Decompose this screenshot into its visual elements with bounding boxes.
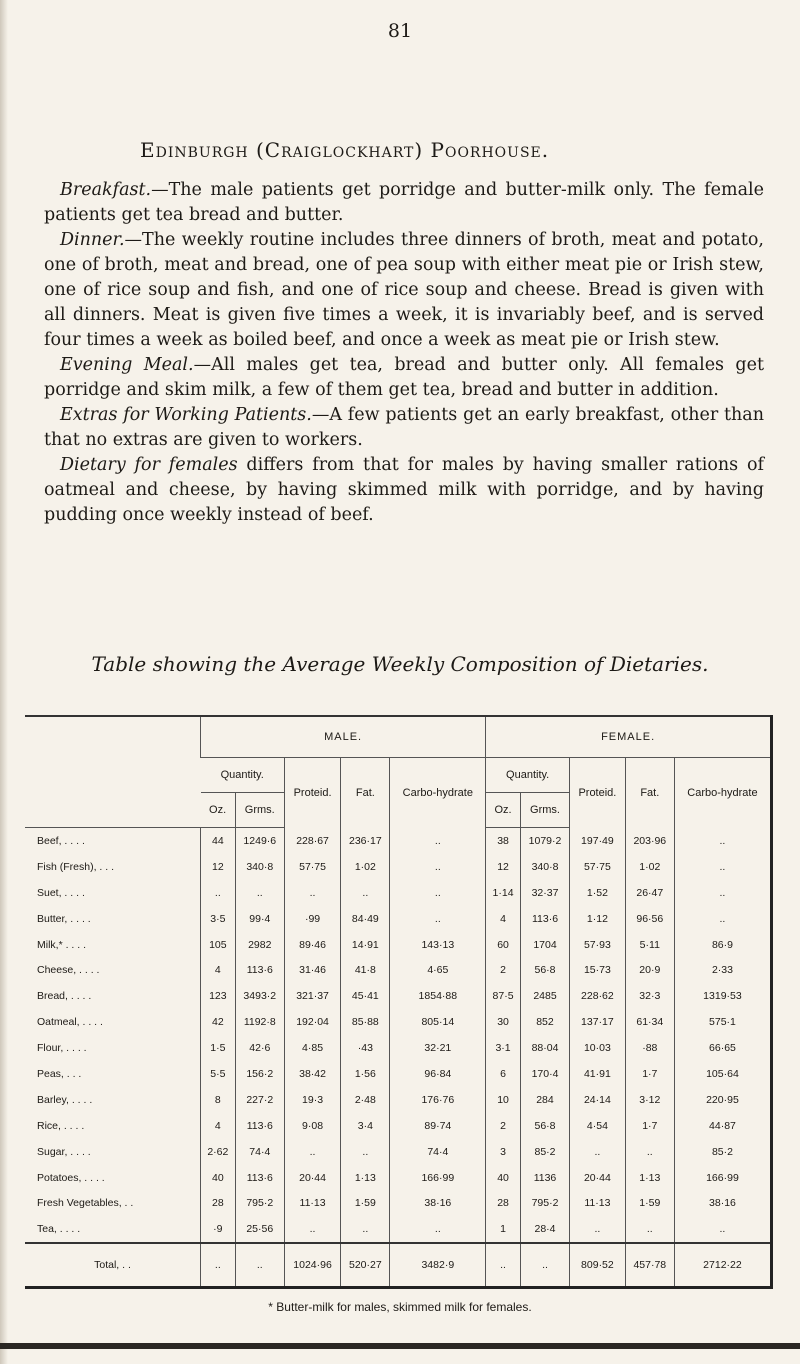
male-oz-cell: .. <box>201 880 236 906</box>
male-proteid-cell: 9·08 <box>284 1113 340 1139</box>
male-oz-cell: 42 <box>201 1009 236 1035</box>
male-grms-cell: 113·6 <box>235 957 284 983</box>
food-name-cell: Suet, . . . . <box>37 886 85 899</box>
female-total-grms-cell: .. <box>520 1243 569 1288</box>
paragraph-dinner <box>44 228 764 353</box>
male-proteid-cell: 89·46 <box>284 932 340 958</box>
male-fat-cell: 1·02 <box>341 854 390 880</box>
female-group-header: FEMALE. <box>486 716 772 758</box>
male-grms-cell: 113·6 <box>235 1165 284 1191</box>
table-row <box>25 957 772 983</box>
female-grms-cell: 56·8 <box>520 1113 569 1139</box>
female-fat-cell: 1·7 <box>625 1061 674 1087</box>
female-total-proteid-cell: 809·52 <box>570 1243 626 1288</box>
female-fat-cell: 3·12 <box>625 1087 674 1113</box>
female-oz-cell: 2 <box>486 1113 521 1139</box>
table-row <box>25 854 772 880</box>
table-row <box>25 828 772 854</box>
male-proteid-cell: .. <box>284 1139 340 1165</box>
dietary-table <box>25 715 773 1289</box>
male-carbohydrate-cell: .. <box>390 880 486 906</box>
female-carbohydrate-cell: .. <box>674 880 771 906</box>
paragraph-lead: Dietary for females <box>60 455 238 475</box>
paragraph-text: —The weekly routine includes three dinners of broth, meat and potato, one of broth, meat and bread, one of pea soup with either meat pie or Irish stew, one of rice soup and fish, and one of rice soup and cheese. Bread is given with all dinners. Meat is given five times a week, it is invariably beef, and is served four times a week as boiled beef, and once a week as meat pie or Irish stew. <box>44 230 764 350</box>
body-text <box>44 178 764 528</box>
male-grms-header: Grms. <box>235 793 284 828</box>
male-carbohydrate-cell: 1854·88 <box>390 983 486 1009</box>
male-fat-cell: 14·91 <box>341 932 390 958</box>
female-quantity-header: Quantity. <box>486 758 570 793</box>
female-oz-cell: 30 <box>486 1009 521 1035</box>
female-oz-cell: 4 <box>486 906 521 932</box>
female-proteid-header: Proteid. <box>570 758 626 828</box>
male-carbohydrate-cell: .. <box>390 828 486 854</box>
table-body <box>25 828 772 1288</box>
female-carbohydrate-cell: 44·87 <box>674 1113 771 1139</box>
food-name-cell: Tea, . . . . <box>37 1223 81 1236</box>
male-proteid-cell: 19·3 <box>284 1087 340 1113</box>
female-proteid-cell: 1·52 <box>570 880 626 906</box>
page-heading: Edinburgh (Craiglockhart) Poorhouse. <box>140 138 550 162</box>
table-row <box>25 1139 772 1165</box>
food-name-cell: Fish (Fresh), . . . <box>37 860 115 873</box>
female-proteid-cell: 11·13 <box>570 1190 626 1216</box>
female-grms-cell: 1079·2 <box>520 828 569 854</box>
food-name-cell: Fresh Vegetables, . . <box>37 1197 134 1210</box>
male-grms-cell: 227·2 <box>235 1087 284 1113</box>
table-footnote: * Butter-milk for males, skimmed milk for females. <box>268 1300 532 1314</box>
female-total-carbohydrate-cell: 2712·22 <box>674 1243 771 1288</box>
female-grms-cell: 284 <box>520 1087 569 1113</box>
female-fat-cell: .. <box>625 1216 674 1243</box>
male-fat-cell: 2·48 <box>341 1087 390 1113</box>
female-carbohydrate-cell: .. <box>674 828 771 854</box>
table-row <box>25 1009 772 1035</box>
male-fat-cell: 45·41 <box>341 983 390 1009</box>
male-proteid-cell: .. <box>284 880 340 906</box>
female-fat-cell: 203·96 <box>625 828 674 854</box>
female-grms-cell: 2485 <box>520 983 569 1009</box>
male-proteid-cell: 11·13 <box>284 1190 340 1216</box>
male-oz-cell: 40 <box>201 1165 236 1191</box>
male-grms-cell: 25·56 <box>235 1216 284 1243</box>
female-grms-cell: 1136 <box>520 1165 569 1191</box>
female-total-oz-cell: .. <box>486 1243 521 1288</box>
paragraph-lead: Breakfast. <box>60 180 152 200</box>
female-carbohydrate-cell: 105·64 <box>674 1061 771 1087</box>
female-proteid-cell: 10·03 <box>570 1035 626 1061</box>
female-grms-cell: 28·4 <box>520 1216 569 1243</box>
female-oz-cell: 10 <box>486 1087 521 1113</box>
female-oz-cell: 1·14 <box>486 880 521 906</box>
male-grms-cell: 74·4 <box>235 1139 284 1165</box>
male-carbohydrate-cell: 166·99 <box>390 1165 486 1191</box>
male-proteid-cell: .. <box>284 1216 340 1243</box>
paragraph-lead: Dinner. <box>60 230 125 250</box>
male-grms-cell: .. <box>235 880 284 906</box>
food-name-cell: Rice, . . . . <box>37 1119 85 1132</box>
female-fat-cell: 32·3 <box>625 983 674 1009</box>
female-carbohydrate-cell: 85·2 <box>674 1139 771 1165</box>
male-grms-cell: 2982 <box>235 932 284 958</box>
male-grms-cell: 3493·2 <box>235 983 284 1009</box>
male-carbohydrate-cell: .. <box>390 1216 486 1243</box>
male-grms-cell: 113·6 <box>235 1113 284 1139</box>
female-grms-header: Grms. <box>520 793 569 828</box>
female-fat-cell: 96·56 <box>625 906 674 932</box>
male-fat-cell: ·43 <box>341 1035 390 1061</box>
female-oz-cell: 60 <box>486 932 521 958</box>
female-proteid-cell: 137·17 <box>570 1009 626 1035</box>
male-oz-header: Oz. <box>201 793 236 828</box>
male-grms-cell: 1192·8 <box>235 1009 284 1035</box>
paragraph-female-dietary <box>44 453 764 528</box>
male-grms-cell: 99·4 <box>235 906 284 932</box>
female-oz-cell: 28 <box>486 1190 521 1216</box>
female-fat-cell: ·88 <box>625 1035 674 1061</box>
male-carbohydrate-cell: 805·14 <box>390 1009 486 1035</box>
paragraph-text: —The male patients get porridge and butter-milk only. The female patients get tea bread and butter. <box>44 180 764 225</box>
male-oz-cell: 28 <box>201 1190 236 1216</box>
female-carbohydrate-cell: 86·9 <box>674 932 771 958</box>
female-fat-header: Fat. <box>625 758 674 828</box>
paragraph-lead: Extras for Working Patients. <box>60 405 312 425</box>
food-name-cell: Potatoes, . . . . <box>37 1171 105 1184</box>
male-proteid-cell: 4·85 <box>284 1035 340 1061</box>
female-carbohydrate-cell: .. <box>674 854 771 880</box>
table-row <box>25 1165 772 1191</box>
male-fat-cell: 1·59 <box>341 1190 390 1216</box>
food-header-cell <box>25 716 201 828</box>
female-proteid-cell: 57·93 <box>570 932 626 958</box>
paragraph-extras <box>44 403 764 453</box>
table-row <box>25 983 772 1009</box>
female-carbohydrate-header: Carbo-hydrate <box>674 758 771 828</box>
female-oz-cell: 1 <box>486 1216 521 1243</box>
male-proteid-header: Proteid. <box>284 758 340 828</box>
male-fat-header: Fat. <box>341 758 390 828</box>
female-grms-cell: 340·8 <box>520 854 569 880</box>
food-name-cell: Sugar, . . . . <box>37 1145 91 1158</box>
female-fat-cell: 5·11 <box>625 932 674 958</box>
female-fat-cell: 1·7 <box>625 1113 674 1139</box>
male-total-carbohydrate-cell: 3482·9 <box>390 1243 486 1288</box>
paragraph-text: —A few patients get an early breakfast, other than that no extras are given to workers. <box>44 405 764 450</box>
female-carbohydrate-cell: .. <box>674 1216 771 1243</box>
female-carbohydrate-cell: 575·1 <box>674 1009 771 1035</box>
female-oz-cell: 87·5 <box>486 983 521 1009</box>
page-gutter-shadow <box>0 0 8 1364</box>
male-oz-cell: ·9 <box>201 1216 236 1243</box>
female-fat-cell: .. <box>625 1139 674 1165</box>
male-grms-cell: 795·2 <box>235 1190 284 1216</box>
female-carbohydrate-cell: 66·65 <box>674 1035 771 1061</box>
male-oz-cell: 2·62 <box>201 1139 236 1165</box>
male-proteid-cell: ·99 <box>284 906 340 932</box>
male-grms-cell: 42·6 <box>235 1035 284 1061</box>
female-grms-cell: 852 <box>520 1009 569 1035</box>
female-carbohydrate-cell: 38·16 <box>674 1190 771 1216</box>
female-fat-cell: 26·47 <box>625 880 674 906</box>
food-name-cell: Oatmeal, . . . . <box>37 1016 103 1029</box>
male-total-proteid-cell: 1024·96 <box>284 1243 340 1288</box>
paragraph-evening-meal <box>44 353 764 403</box>
food-name-cell: Flour, . . . . <box>37 1042 87 1055</box>
male-carbohydrate-cell: 4·65 <box>390 957 486 983</box>
female-fat-cell: 1·59 <box>625 1190 674 1216</box>
female-fat-cell: 1·02 <box>625 854 674 880</box>
female-grms-cell: 170·4 <box>520 1061 569 1087</box>
male-oz-cell: 3·5 <box>201 906 236 932</box>
female-oz-cell: 2 <box>486 957 521 983</box>
female-oz-cell: 40 <box>486 1165 521 1191</box>
male-fat-cell: .. <box>341 1139 390 1165</box>
female-oz-cell: 3·1 <box>486 1035 521 1061</box>
female-proteid-cell: 57·75 <box>570 854 626 880</box>
total-label-cell: Total, . . <box>25 1243 201 1288</box>
male-carbohydrate-cell: 96·84 <box>390 1061 486 1087</box>
male-grms-cell: 156·2 <box>235 1061 284 1087</box>
female-grms-cell: 85·2 <box>520 1139 569 1165</box>
female-proteid-cell: 228·62 <box>570 983 626 1009</box>
female-grms-cell: 795·2 <box>520 1190 569 1216</box>
male-oz-cell: 4 <box>201 1113 236 1139</box>
female-proteid-cell: 15·73 <box>570 957 626 983</box>
male-oz-cell: 5·5 <box>201 1061 236 1087</box>
food-name-cell: Beef, . . . . <box>37 834 85 847</box>
table-row <box>25 906 772 932</box>
male-proteid-cell: 192·04 <box>284 1009 340 1035</box>
female-oz-cell: 12 <box>486 854 521 880</box>
male-carbohydrate-cell: 89·74 <box>390 1113 486 1139</box>
table-row <box>25 932 772 958</box>
total-row <box>25 1243 772 1288</box>
food-name-cell: Milk,* . . . . <box>37 938 87 951</box>
female-proteid-cell: 4·54 <box>570 1113 626 1139</box>
male-oz-cell: 105 <box>201 932 236 958</box>
female-proteid-cell: .. <box>570 1139 626 1165</box>
food-name-cell: Bread, . . . . <box>37 990 92 1003</box>
table-title: Table showing the Average Weekly Composition of Dietaries. <box>91 652 709 676</box>
paragraph-text: —All males get tea, bread and butter only. All females get porridge and skim milk, a few of them get tea, bread and butter in addition. <box>44 355 764 400</box>
male-fat-cell: 41·8 <box>341 957 390 983</box>
male-carbohydrate-cell: 176·76 <box>390 1087 486 1113</box>
female-carbohydrate-cell: 2·33 <box>674 957 771 983</box>
paragraph-text: differs from that for males by having smaller rations of oatmeal and cheese, by having skimmed milk with porridge, and by having pudding once weekly instead of beef. <box>44 455 764 525</box>
table-row <box>25 1035 772 1061</box>
male-oz-cell: 4 <box>201 957 236 983</box>
female-carbohydrate-cell: 166·99 <box>674 1165 771 1191</box>
female-grms-cell: 113·6 <box>520 906 569 932</box>
male-proteid-cell: 38·42 <box>284 1061 340 1087</box>
male-quantity-header: Quantity. <box>201 758 285 793</box>
female-carbohydrate-cell: 1319·53 <box>674 983 771 1009</box>
bottom-rule <box>0 1343 800 1349</box>
table-row <box>25 1216 772 1243</box>
male-proteid-cell: 20·44 <box>284 1165 340 1191</box>
female-total-fat-cell: 457·78 <box>625 1243 674 1288</box>
male-carbohydrate-header: Carbo-hydrate <box>390 758 486 828</box>
male-total-grms-cell: .. <box>235 1243 284 1288</box>
female-proteid-cell: 1·12 <box>570 906 626 932</box>
male-fat-cell: 85·88 <box>341 1009 390 1035</box>
male-proteid-cell: 57·75 <box>284 854 340 880</box>
female-oz-cell: 38 <box>486 828 521 854</box>
female-proteid-cell: 41·91 <box>570 1061 626 1087</box>
male-fat-cell: .. <box>341 1216 390 1243</box>
page-number: 81 <box>387 20 413 42</box>
male-carbohydrate-cell: 38·16 <box>390 1190 486 1216</box>
paragraph-breakfast <box>44 178 764 228</box>
table-row <box>25 1113 772 1139</box>
female-proteid-cell: 20·44 <box>570 1165 626 1191</box>
table-row <box>25 1087 772 1113</box>
male-proteid-cell: 321·37 <box>284 983 340 1009</box>
male-fat-cell: 236·17 <box>341 828 390 854</box>
female-carbohydrate-cell: .. <box>674 906 771 932</box>
male-oz-cell: 12 <box>201 854 236 880</box>
male-fat-cell: 1·56 <box>341 1061 390 1087</box>
male-total-oz-cell: .. <box>201 1243 236 1288</box>
male-fat-cell: 84·49 <box>341 906 390 932</box>
female-oz-header: Oz. <box>486 793 521 828</box>
female-oz-cell: 3 <box>486 1139 521 1165</box>
female-fat-cell: 61·34 <box>625 1009 674 1035</box>
paragraph-lead: Evening Meal. <box>60 355 194 375</box>
food-name-cell: Butter, . . . . <box>37 912 91 925</box>
male-grms-cell: 1249·6 <box>235 828 284 854</box>
male-carbohydrate-cell: 32·21 <box>390 1035 486 1061</box>
female-fat-cell: 20·9 <box>625 957 674 983</box>
male-proteid-cell: 31·46 <box>284 957 340 983</box>
female-grms-cell: 88·04 <box>520 1035 569 1061</box>
male-fat-cell: 3·4 <box>341 1113 390 1139</box>
female-fat-cell: 1·13 <box>625 1165 674 1191</box>
male-oz-cell: 123 <box>201 983 236 1009</box>
male-carbohydrate-cell: 143·13 <box>390 932 486 958</box>
female-grms-cell: 1704 <box>520 932 569 958</box>
female-proteid-cell: .. <box>570 1216 626 1243</box>
female-proteid-cell: 24·14 <box>570 1087 626 1113</box>
male-total-fat-cell: 520·27 <box>341 1243 390 1288</box>
female-grms-cell: 56·8 <box>520 957 569 983</box>
food-name-cell: Cheese, . . . . <box>37 964 100 977</box>
male-carbohydrate-cell: .. <box>390 906 486 932</box>
male-grms-cell: 340·8 <box>235 854 284 880</box>
food-name-cell: Peas, . . . <box>37 1067 82 1080</box>
table-row <box>25 880 772 906</box>
male-oz-cell: 8 <box>201 1087 236 1113</box>
food-name-cell: Barley, . . . . <box>37 1093 93 1106</box>
female-grms-cell: 32·37 <box>520 880 569 906</box>
female-carbohydrate-cell: 220·95 <box>674 1087 771 1113</box>
female-proteid-cell: 197·49 <box>570 828 626 854</box>
table-row <box>25 1190 772 1216</box>
male-carbohydrate-cell: 74·4 <box>390 1139 486 1165</box>
female-oz-cell: 6 <box>486 1061 521 1087</box>
male-fat-cell: 1·13 <box>341 1165 390 1191</box>
table-row <box>25 1061 772 1087</box>
male-oz-cell: 1·5 <box>201 1035 236 1061</box>
male-proteid-cell: 228·67 <box>284 828 340 854</box>
male-oz-cell: 44 <box>201 828 236 854</box>
male-fat-cell: .. <box>341 880 390 906</box>
male-group-header: MALE. <box>201 716 486 758</box>
male-carbohydrate-cell: .. <box>390 854 486 880</box>
